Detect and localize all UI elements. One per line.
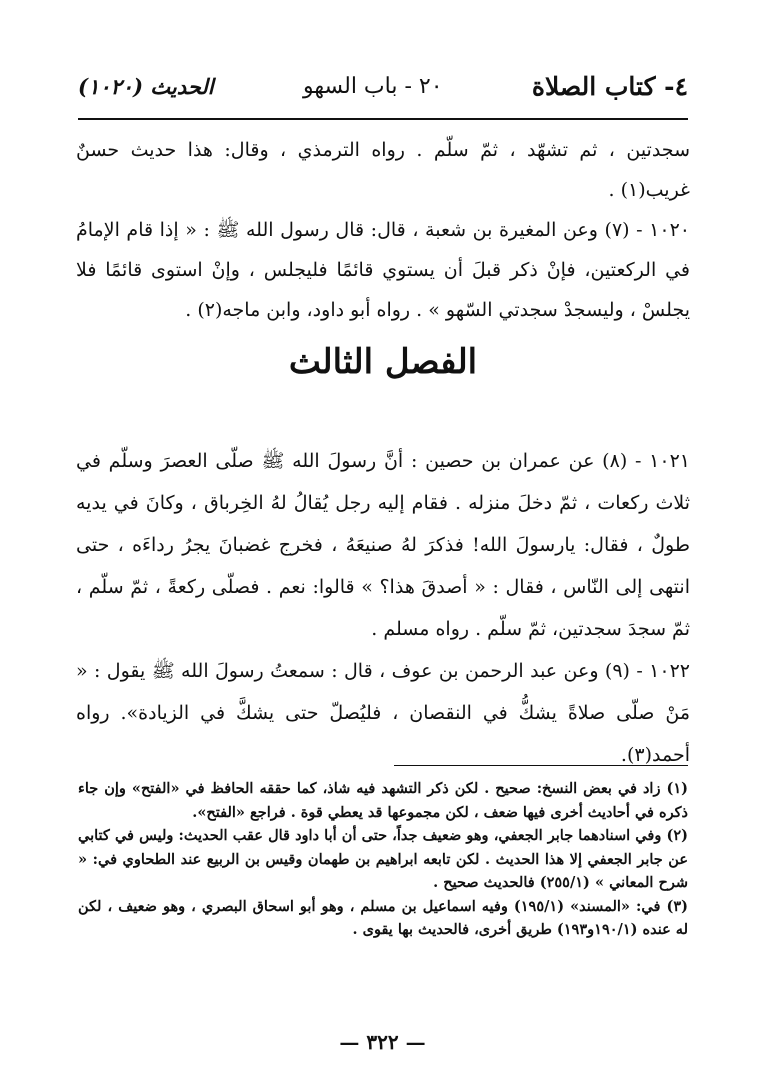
header-divider	[78, 118, 688, 120]
chapter-title: ٢٠ - باب السهو	[302, 73, 443, 99]
running-header	[78, 66, 688, 106]
page-number: — ٣٢٢ —	[339, 1030, 426, 1054]
paragraph: ١٠٢٢ - (٩) وعن عبد الرحمن بن عوف ، قال : سمعتُ رسولَ الله ﷺ يقول : « مَنْ صلّى صلاةً يشكُّ في النقصان ، فليُصلّ حتى يشكَّ في الزيادة». رواه أحمد(٣).	[76, 660, 690, 766]
hadith-number: الحديث (١٠٢٠)	[78, 73, 214, 99]
footnotes	[78, 777, 688, 942]
text-block-2	[76, 440, 690, 776]
footnote: (٢) وفي اسنادهما جابر الجعفي، وهو ضعيف جداً، حتى أن أبا داود قال عقب الحديث: وليس في كتابي عن جابر الجعفي إلا هذا الحديث . لكن تابعه ابراهيم بن طهمان وقيس بن الربيع عند الطحاوي في: « شرح المعاني » (٢٥٥/١) فالحديث صحيح .	[78, 827, 688, 891]
section-title: الفصل الثالث	[288, 342, 478, 382]
book-title: ٤- كتاب الصلاة	[531, 71, 688, 101]
text-block-1	[76, 130, 690, 330]
footnote: (٣) في: «المسند» (١٩٥/١) وفيه اسماعيل بن مسلم ، وهو أبو اسحاق البصري ، وهو ضعيف ، لكن له عنده (١٩٠/١و١٩٣) طريق أخرى، فالحديث بها يقوى .	[78, 897, 688, 938]
footnote: (١) زاد في بعض النسخ: صحيح . لكن ذكر التشهد فيه شاذ، كما حققه الحافظ في «الفتح» وإن جاء ذكره في أحاديث أخرى فيها ضعف ، لكن مجموعها قد يعطي قوة . فراجع «الفتح».	[78, 780, 688, 821]
paragraph: ١٠٢٠ - (٧) وعن المغيرة بن شعبة ، قال: قال رسول الله ﷺ : « إذا قام الإمامُ في الركعتين، فإنْ ذكر قبلَ أن يستوي قائمًا فليجلس ، وإنْ استوى قائمًا فلا يجلسْ ، وليسجدْ سجدتي السّهو » . رواه أبو داود، وابن ماجه(٢) .	[76, 219, 690, 321]
paragraph: ١٠٢١ - (٨) عن عمران بن حصين : أنَّ رسولَ الله ﷺ صلّى العصرَ وسلّم في ثلاث ركعات ، ثمّ دخلَ منزله . فقام إليه رجل يُقالُ لهُ الخِرباق ، وكانَ في يديه طولٌ ، فقال: يارسولَ الله! فذكرَ لهُ صنيعَهُ ، فخرج غضبانَ يجرُ رداءَه ، حتى انتهى إلى النّاس ، فقال : « أصدقَ هذا؟ » قالوا: نعم . فصلّى ركعةً ، ثمّ سلّم ، ثمّ سجدَ سجدتين، ثمّ سلّم . رواه مسلم .	[76, 450, 690, 640]
footnote-divider	[394, 765, 688, 766]
paragraph: سجدتين ، ثم تشهّد ، ثمّ سلّم . رواه الترمذي ، وقال: هذا حديث حسنٌ غريب(١) .	[76, 139, 690, 201]
